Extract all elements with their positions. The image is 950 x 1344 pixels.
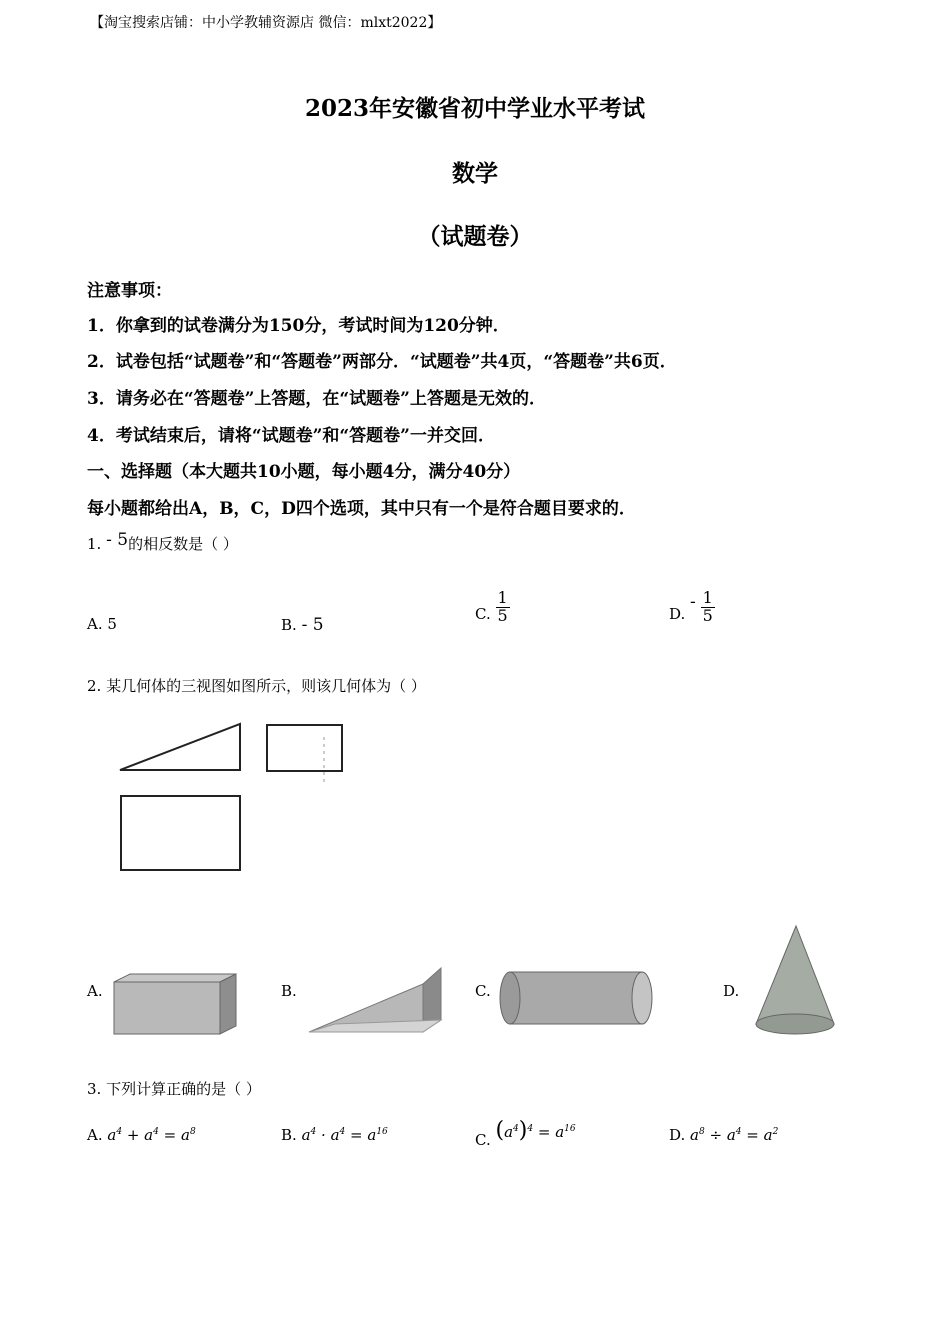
notice-heading: 注意事项： xyxy=(87,281,172,301)
q1-option-d-fraction xyxy=(701,590,715,625)
paper-type: （试题卷） xyxy=(417,223,533,250)
q3-option-a xyxy=(87,1126,196,1144)
side-view-rectangle xyxy=(267,725,342,771)
exam-subject: 数学 xyxy=(452,160,498,187)
q3-option-c-label: C. xyxy=(475,1131,491,1149)
three-view-drawing xyxy=(110,715,360,880)
q1-option-a: A. 5 xyxy=(87,615,117,633)
cone-image xyxy=(752,922,838,1038)
q3-option-d-label: D. xyxy=(669,1126,686,1144)
section-instruction: 每小题都给出A，B，C，D四个选项，其中只有一个是符合题目要求的． xyxy=(87,499,636,519)
q3-option-a-label: A. xyxy=(87,1126,103,1144)
notice-item: 2．试卷包括“试题卷”和“答题卷”两部分．“试题卷”共4页，“答题卷”共6页． xyxy=(87,352,677,372)
q3-option-d xyxy=(669,1126,778,1144)
q1-option-b-value: - 5 xyxy=(301,615,324,635)
q1-option-c xyxy=(475,590,510,625)
q2-option-d: D. xyxy=(723,982,740,1000)
notice-item: 4．考试结束后，请将“试题卷”和“答题卷”一并交回． xyxy=(87,426,495,446)
q1-option-c-numerator: 1 xyxy=(497,588,508,607)
question-2: 2. 某几何体的三视图如图所示，则该几何体为（ ） xyxy=(87,677,426,695)
q1-option-d xyxy=(669,590,715,625)
q2-option-a: A. xyxy=(87,982,103,1000)
q3-option-b-expression: $a^4 \cdot a^4 = a^{16}$ xyxy=(301,1126,388,1144)
exam-title: 2023年安徽省初中学业水平考试 xyxy=(304,95,645,122)
q3-option-d-expression: $a^8 \div a^4 = a^2$ xyxy=(690,1126,779,1144)
front-view-triangle xyxy=(120,724,240,770)
q1-option-c-label: C. xyxy=(475,605,491,624)
question-3: 3. 下列计算正确的是（ ） xyxy=(87,1080,261,1098)
q1-option-d-sign: - xyxy=(690,592,696,613)
q1-number: 1. xyxy=(87,535,102,553)
q1-option-c-fraction xyxy=(496,590,510,625)
q1-expression: - 5 xyxy=(106,530,129,550)
q2-option-c: C. xyxy=(475,982,491,1000)
cylinder-image xyxy=(498,966,656,1030)
triangular-prism-image xyxy=(305,962,450,1040)
q3-option-b xyxy=(281,1126,388,1144)
q1-option-d-denominator: 5 xyxy=(702,605,713,625)
q3-option-b-label: B. xyxy=(281,1126,297,1144)
question-1 xyxy=(87,530,238,554)
q2-option-b: B. xyxy=(281,982,297,1000)
cuboid-image xyxy=(108,968,240,1038)
q3-option-a-expression: $a^4 + a^4 = a^8$ xyxy=(107,1126,196,1144)
q1-option-c-denominator: 5 xyxy=(497,605,508,625)
q1-option-d-label: D. xyxy=(669,605,686,624)
q1-option-d-numerator: 1 xyxy=(702,588,713,607)
q1-option-b-label: B. xyxy=(281,616,297,634)
section-heading: 一、选择题（本大题共10小题，每小题4分，满分40分） xyxy=(87,462,521,482)
q1-option-b xyxy=(281,615,324,635)
banner: 【淘宝搜索店铺：中小学教辅资源店 微信：mlxt2022】 xyxy=(90,15,442,31)
notice-item: 1．你拿到的试卷满分为150分，考试时间为120分钟． xyxy=(87,316,510,336)
q1-text: 的相反数是（ ） xyxy=(128,535,238,553)
notice-item: 3．请务必在“答题卷”上答题，在“试题卷”上答题是无效的． xyxy=(87,389,546,409)
top-view-rectangle xyxy=(121,796,240,870)
q3-option-c-expression: $(a^4)^4 = a^{16}$ xyxy=(495,1118,576,1143)
q3-option-c xyxy=(475,1118,576,1149)
